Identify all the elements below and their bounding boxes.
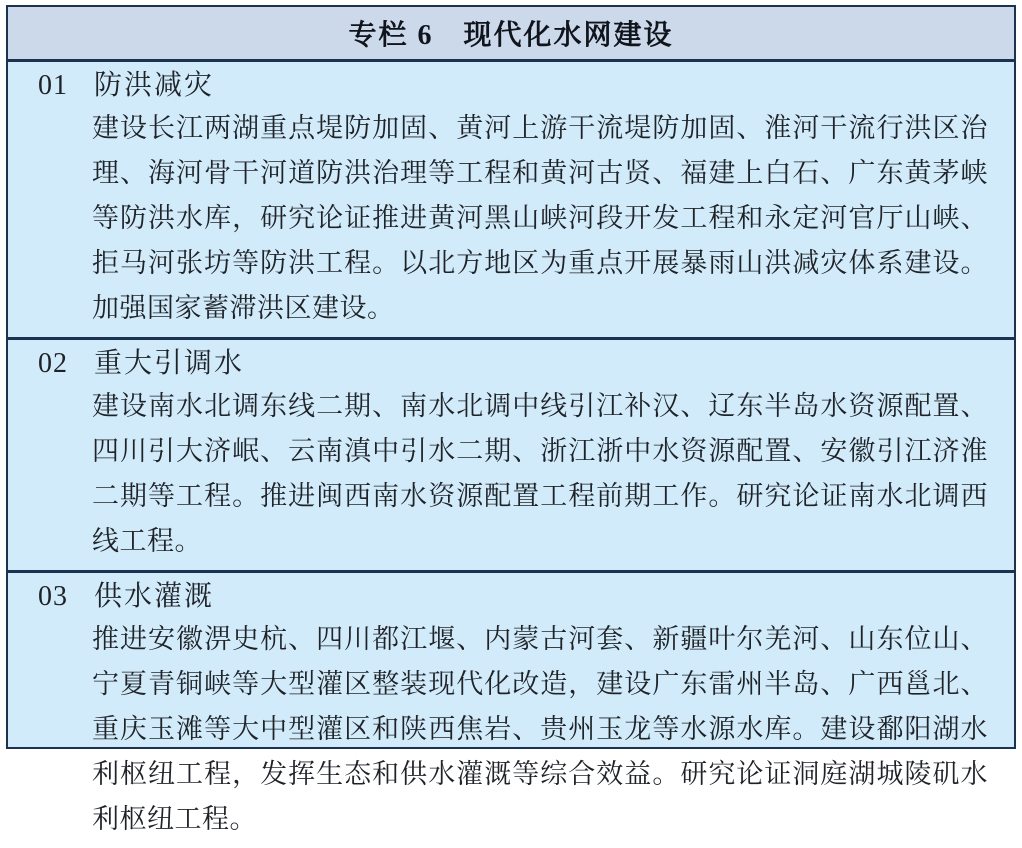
section-number: 03 (38, 581, 68, 612)
section-body: 建设长江两湖重点堤防加固、黄河上游干流堤防加固、淮河干流行洪区治理、海河骨干河道防洪治理等工程和黄河古贤、福建上白石、广东黄茅峡等防洪水库，研究论证推进黄河黑山峡河段开发工程和永定河官厅山峡、拒马河张坊等防洪工程。以北方地区为重点开展暴雨山洪减灾体系建设。加强国家蓄滞洪区建设。 (92, 113, 988, 323)
section-heading-row (8, 62, 1014, 104)
section-water-diversion (8, 337, 1014, 570)
section-number: 01 (38, 70, 68, 101)
section-heading-row (8, 573, 1014, 615)
panel-header (8, 7, 1014, 62)
section-body: 建设南水北调东线二期、南水北调中线引江补汉、辽东半岛水资源配置、四川引大济岷、云南滇中引水二期、浙江浙中水资源配置、安徽引江济淮二期等工程。推进闽西南水资源配置工程前期工作。研究论证南水北调西线工程。 (92, 391, 988, 556)
section-flood-control (8, 62, 1014, 337)
section-heading-row (8, 340, 1014, 382)
panel-title: 专栏 6 现代化水网建设 (348, 20, 674, 51)
section-water-supply-irrigation (8, 570, 1014, 848)
panel-box (6, 5, 1016, 834)
section-title: 供水灌溉 (94, 581, 215, 612)
section-title: 重大引调水 (94, 348, 245, 379)
section-body: 推进安徽淠史杭、四川都江堰、内蒙古河套、新疆叶尔羌河、山东位山、宁夏青铜峡等大型灌区整装现代化改造，建设广东雷州半岛、广西邕北、重庆玉滩等大中型灌区和陕西焦岩、贵州玉龙等水源水库。建设鄱阳湖水利枢纽工程，发挥生态和供水灌溉等综合效益。研究论证洞庭湖城陵矶水利枢纽工程。 (92, 624, 988, 834)
section-number: 02 (38, 348, 68, 379)
section-title: 防洪减灾 (94, 70, 215, 101)
